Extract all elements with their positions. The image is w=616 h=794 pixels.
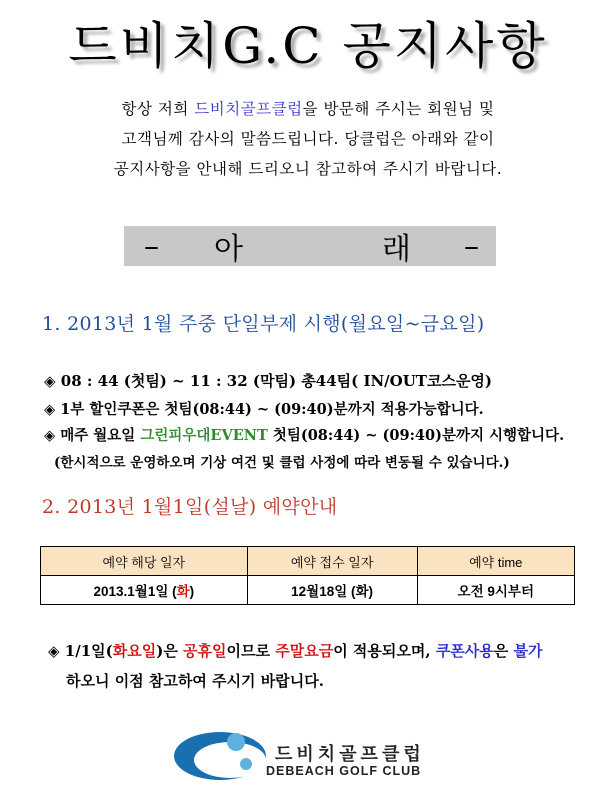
logo-ball-small	[240, 758, 252, 770]
intro-text	[0, 94, 616, 184]
note-part: )은	[156, 642, 184, 660]
section-1-heading: 1. 2013년 1월 주중 단일부제 시행(월요일~금요일)	[42, 313, 485, 335]
note-part: 이므로	[226, 642, 276, 660]
logo-name-english: DEBEACH GOLF CLUB	[266, 764, 422, 778]
note-part: 공휴일	[183, 642, 227, 660]
event-text-end: 첫팀(08:44) ~ (09:40)분까지 시행합니다.	[267, 427, 565, 444]
page-title: 드비치G.C 공지사항	[68, 17, 548, 75]
club-name-highlight: 드비치골프클럽	[194, 100, 303, 118]
schedule-line	[44, 370, 492, 391]
note-part: 쿠폰사용	[435, 642, 494, 660]
banner-char-2: 래	[382, 232, 411, 267]
event-line	[44, 424, 564, 445]
note-part: 주말요금	[275, 642, 334, 660]
intro-line-2: 고객님께 감사의 말씀드립니다. 당클럽은 아래와 같이	[121, 130, 495, 148]
banner-char-1: 아	[214, 232, 243, 267]
schedule-text: 08 : 44 (첫팀) ~ 11 : 32 (막팀) 총44팀( IN/OUT코스운영)	[60, 372, 493, 390]
diamond-bullet-icon: ◈	[48, 642, 60, 660]
holiday-note-line-2: 하오니 이점 참고하여 주시기 바랍니다.	[66, 672, 324, 690]
section-2-heading: 2. 2013년 1월1일(설날) 예약안내	[42, 496, 338, 518]
reservation-date-cell	[41, 576, 248, 605]
table-header-row	[41, 547, 575, 576]
diamond-bullet-icon: ◈	[44, 401, 56, 418]
event-text-start: 매주 월요일	[60, 427, 141, 444]
banner-dash-left: –	[144, 228, 159, 264]
reception-date-cell: 12월18일 (화)	[247, 576, 417, 605]
intro-line-1-start: 항상 저희	[121, 100, 195, 118]
logo-ball	[227, 733, 245, 751]
logo-name-korean: 드비치골프클럽	[275, 744, 425, 765]
notice-banner	[124, 226, 496, 266]
disclaimer-line: (한시적으로 운영하오며 기상 여건 및 클럽 사정에 따라 변동될 수 있습니다.)	[54, 455, 510, 471]
reservation-time-cell: 오전 9시부터	[417, 576, 574, 605]
note-part: 불가	[513, 642, 543, 660]
date-text: 2013.1월1일 (	[93, 584, 177, 599]
intro-line-3: 공지사항을 안내해 드리오니 참고하여 주시기 바랍니다.	[113, 160, 503, 178]
note-part: 이 적용되오며,	[333, 642, 436, 660]
table-header: 예약 time	[417, 547, 574, 576]
note-part: 화요일	[112, 642, 157, 660]
coupon-line	[44, 398, 484, 419]
table-row	[41, 576, 575, 605]
reservation-table	[40, 546, 575, 605]
banner-dash-right: –	[464, 228, 479, 264]
diamond-bullet-icon: ◈	[44, 427, 56, 444]
holiday-note-line-1	[48, 640, 542, 661]
date-day: 화	[176, 584, 190, 599]
note-part: 1/1일(	[64, 642, 113, 660]
coupon-text: 1부 할인쿠폰은 첫팀(08:44) ~ (09:40)분까지 적용가능합니다.	[60, 401, 484, 418]
table-header: 예약 접수 일자	[247, 547, 417, 576]
table-header: 예약 해당 일자	[41, 547, 248, 576]
diamond-bullet-icon: ◈	[44, 372, 56, 390]
date-close: )	[189, 584, 195, 599]
intro-line-1	[0, 94, 616, 124]
event-name: 그린피우대EVENT	[140, 427, 268, 444]
intro-line-1-end: 을 방문해 주시는 회원님 및	[302, 100, 495, 118]
note-part: 은	[493, 642, 514, 660]
